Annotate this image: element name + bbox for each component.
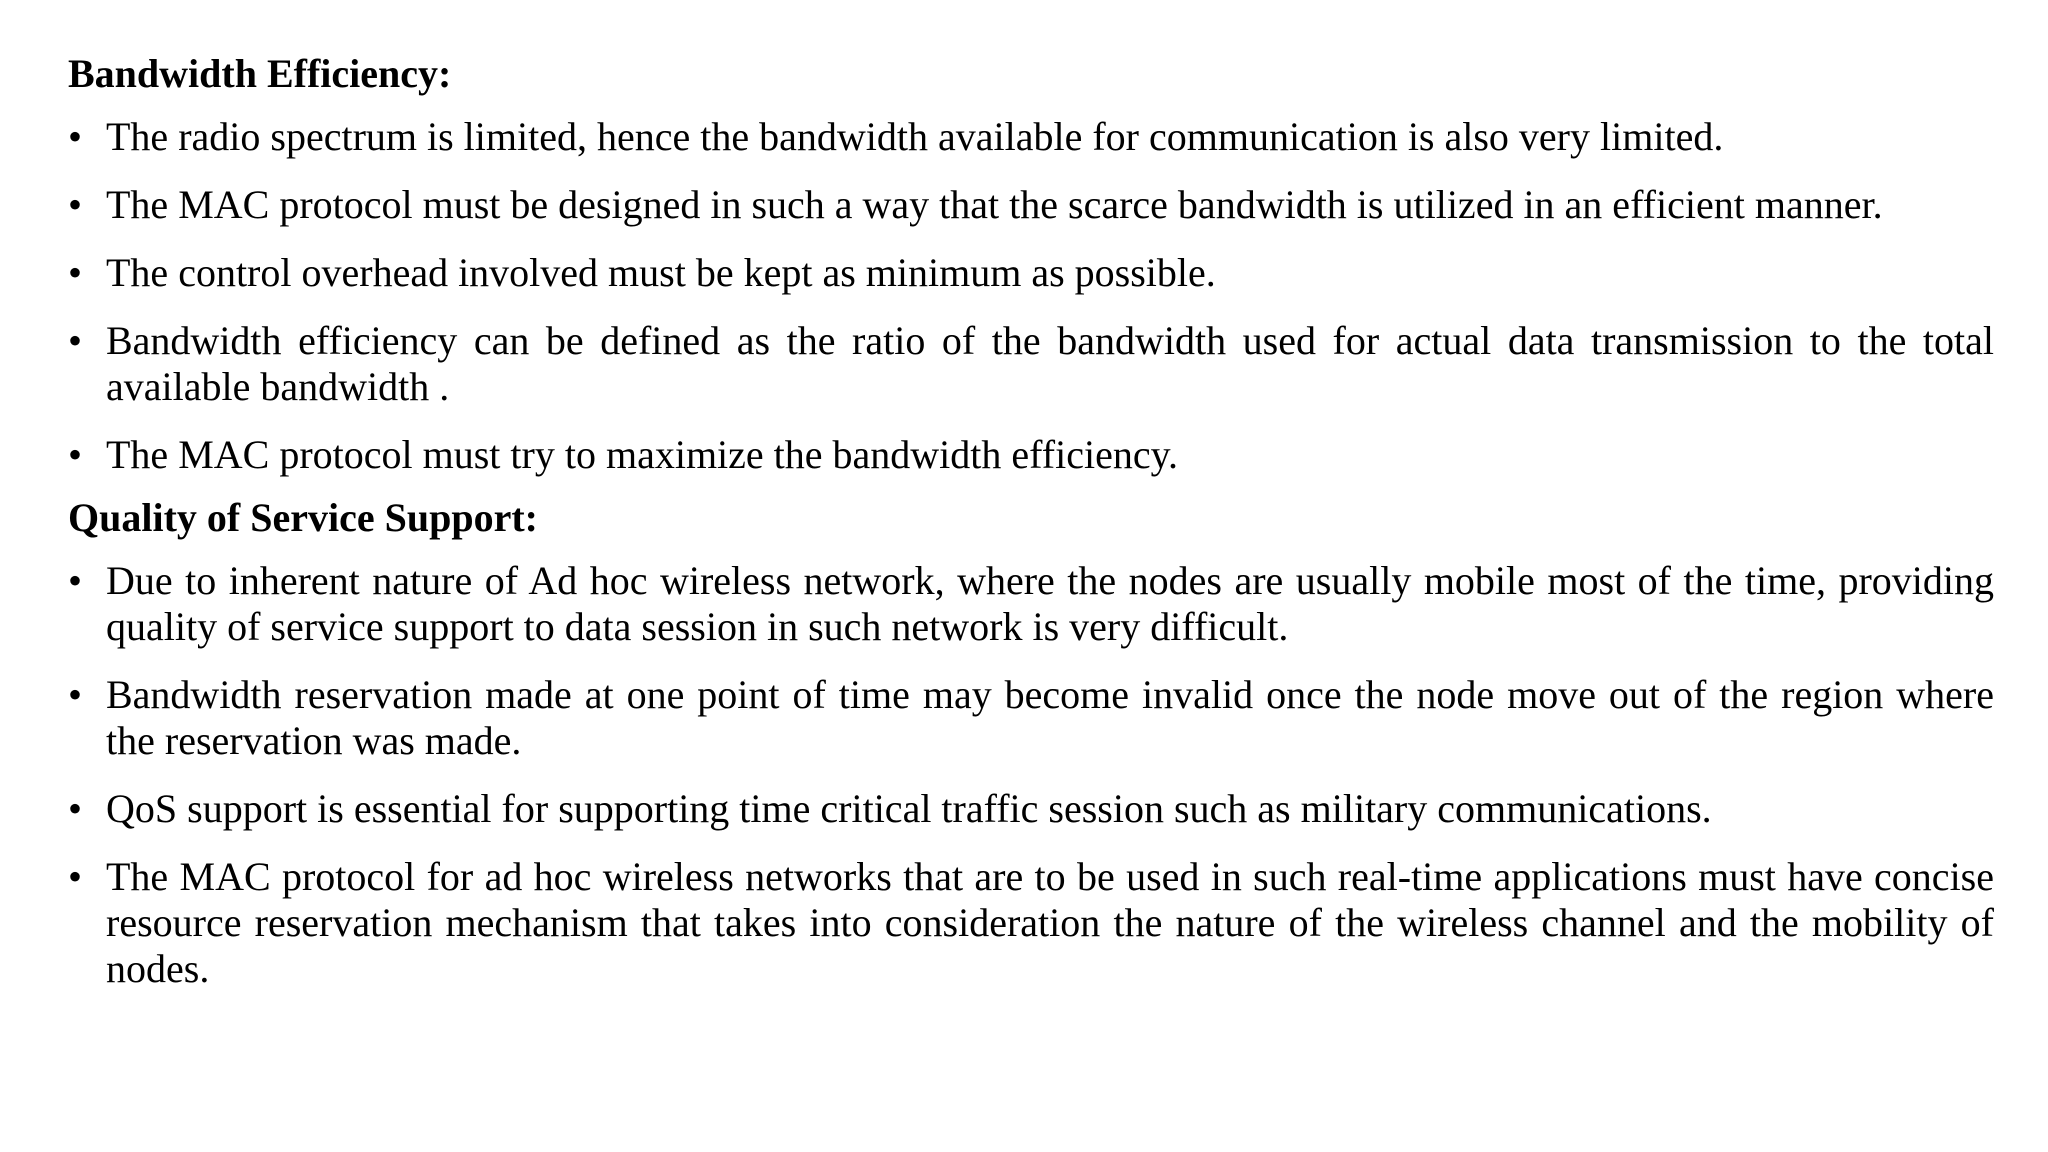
bullet-text: The MAC protocol must try to maximize the bandwidth efficiency. xyxy=(106,432,1178,477)
list-item xyxy=(68,854,1994,992)
list-item xyxy=(68,182,1994,228)
bullet-text: The control overhead involved must be kept as minimum as possible. xyxy=(106,250,1216,295)
bullet-icon: • xyxy=(68,114,83,159)
list-item xyxy=(68,318,1994,410)
section-heading: Bandwidth Efficiency: xyxy=(68,51,452,96)
list-item xyxy=(68,432,1994,478)
bullet-text: QoS support is essential for supporting time critical traffic session such as military communications. xyxy=(106,786,1712,831)
list-item xyxy=(68,672,1994,764)
bullet-icon: • xyxy=(68,182,83,227)
bullet-icon: • xyxy=(68,672,83,717)
list-item xyxy=(68,558,1994,650)
bullet-text: The MAC protocol must be designed in such a way that the scarce bandwidth is utilized in an efficient manner. xyxy=(106,182,1883,227)
bullet-icon: • xyxy=(68,854,83,899)
bullet-text: Bandwidth reservation made at one point of time may become invalid once the node move out of the region where the reservation was made. xyxy=(106,672,1994,763)
bullet-text: The MAC protocol for ad hoc wireless networks that are to be used in such real-time applications must have concise resource reservation mechanism that takes into consideration the nature of the wireless channel and the mobility of nodes. xyxy=(106,854,1994,991)
bullet-icon: • xyxy=(68,432,83,477)
list-item xyxy=(68,114,1994,160)
bullet-text: The radio spectrum is limited, hence the bandwidth available for communication is also very limited. xyxy=(106,114,1724,159)
list-item xyxy=(68,250,1994,296)
document-content xyxy=(68,50,1994,992)
bullet-icon: • xyxy=(68,558,83,603)
section-heading: Quality of Service Support: xyxy=(68,495,538,540)
bullet-text: Bandwidth efficiency can be defined as the ratio of the bandwidth used for actual data transmission to the total available bandwidth . xyxy=(106,318,1994,409)
bullet-list xyxy=(68,558,1994,992)
bullet-icon: • xyxy=(68,786,83,831)
section-quality-of-service-support xyxy=(68,494,1994,992)
bullet-text: Due to inherent nature of Ad hoc wireless network, where the nodes are usually mobile most of the time, providing quality of service support to data session in such network is very difficult. xyxy=(106,558,1994,649)
list-item xyxy=(68,786,1994,832)
bullet-list xyxy=(68,114,1994,478)
bullet-icon: • xyxy=(68,318,83,363)
bullet-icon: • xyxy=(68,250,83,295)
section-bandwidth-efficiency xyxy=(68,50,1994,478)
